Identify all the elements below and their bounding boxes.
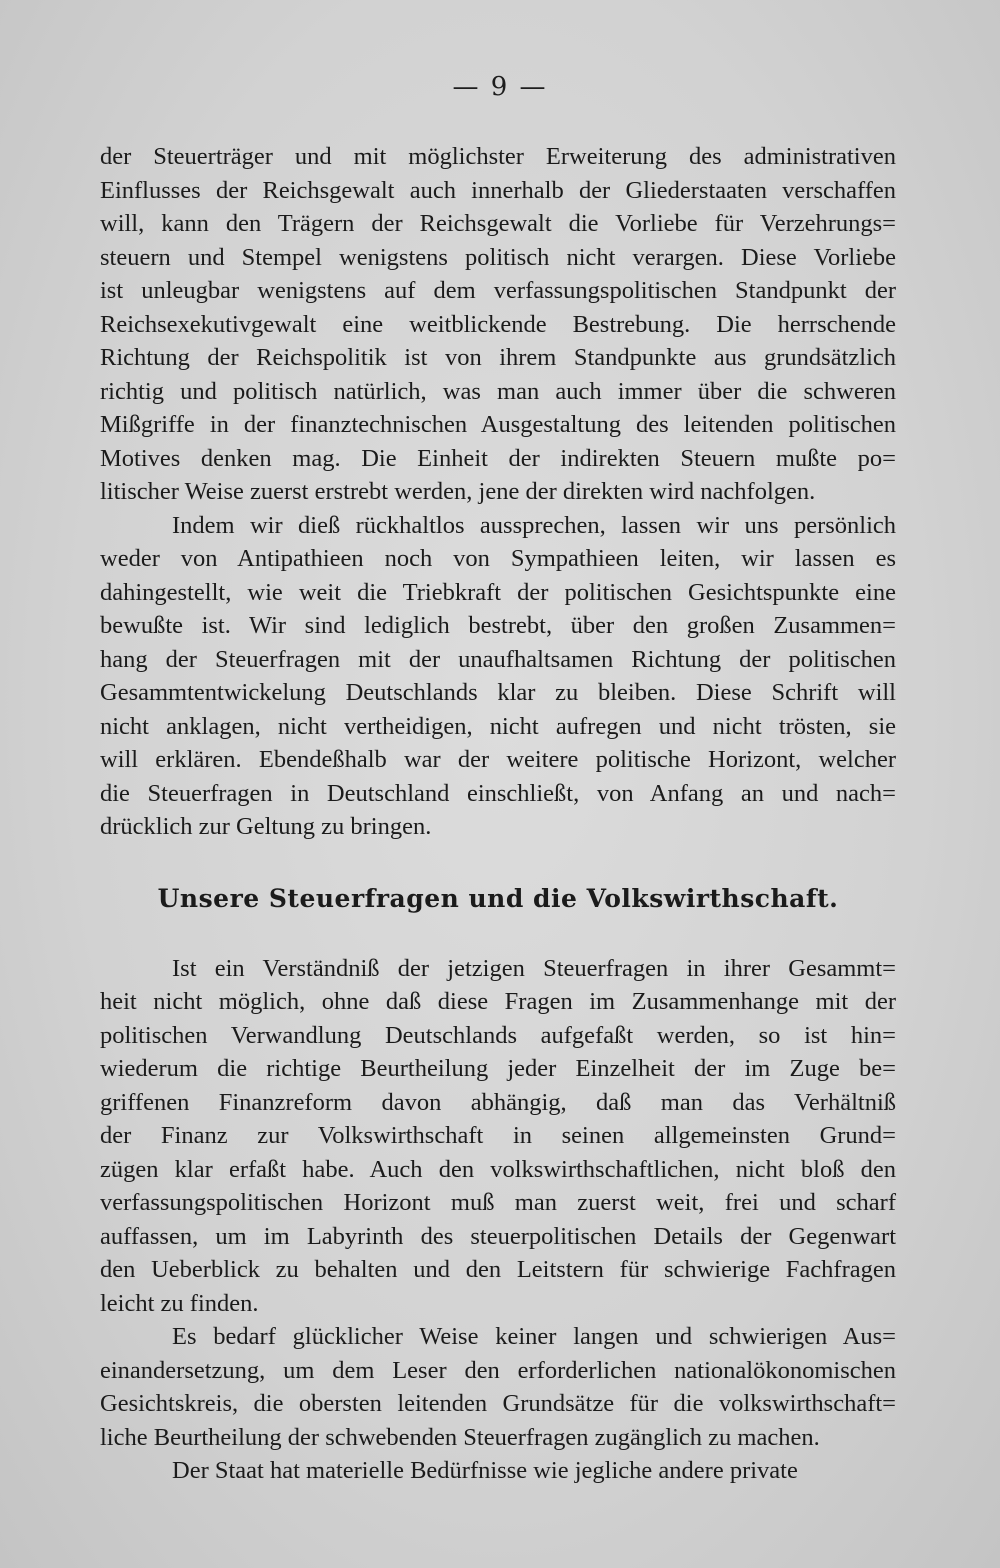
text-line: verfassungspolitischen Horizont muß man zuerst weit, frei und scharf: [100, 1189, 896, 1216]
text-line: litischer Weise zuerst erstrebt werden, jene der direkten wird nachfolgen.: [100, 478, 816, 505]
text-line: steuern und Stempel wenigstens politisch nicht verargen. Diese Vorliebe: [100, 243, 896, 271]
text-line: Motives denken mag. Die Einheit der indirekten Steuern mußte po=: [100, 444, 896, 472]
text-line: ist unleugbar wenigstens auf dem verfassungspolitischen Standpunkt der: [100, 277, 896, 304]
text-line: Gesichtskreis, die obersten leitenden Grundsätze für die volkswirthschaft=: [100, 1390, 896, 1417]
text-line: Mißgriffe in der finanztechnischen Ausgestaltung des leitenden politischen: [100, 411, 896, 438]
text-line: liche Beurtheilung der schwebenden Steuerfragen zugänglich zu machen.: [100, 1423, 820, 1451]
text-line: weder von Antipathieen noch von Sympathieen leiten, wir lassen es: [100, 545, 896, 572]
text-line: leicht zu finden.: [100, 1289, 259, 1317]
text-line: der Finanz zur Volkswirthschaft in seinen allgemeinsten Grund=: [100, 1122, 896, 1149]
text-line: Indem wir dieß rückhaltlos aussprechen, lassen wir uns persönlich: [172, 511, 896, 539]
text-line: Es bedarf glücklicher Weise keiner langen und schwierigen Aus=: [172, 1323, 896, 1350]
paragraph-5: [100, 1454, 896, 1488]
text-line: dahingestellt, wie weit die Triebkraft der politischen Gesichtspunkte eine: [100, 578, 896, 606]
paragraph-4: [100, 1320, 896, 1454]
paragraph-2: [100, 509, 896, 844]
paragraph-3: [100, 952, 896, 1321]
text-line: will, kann den Trägern der Reichsgewalt die Vorliebe für Verzehrungs=: [100, 210, 896, 237]
text-line: nicht anklagen, nicht vertheidigen, nicht aufregen und nicht trösten, sie: [100, 712, 896, 740]
text-line: den Ueberblick zu behalten und den Leitstern für schwierige Fachfragen: [100, 1256, 896, 1283]
section-heading: Unsere Steuerfragen und die Volkswirthschaft.: [157, 883, 839, 913]
text-block: [100, 140, 896, 1488]
text-line: einandersetzung, um dem Leser den erforderlichen nationalökonomischen: [100, 1356, 896, 1384]
text-line: Reichsexekutivgewalt eine weitblickende Bestrebung. Die herrschende: [100, 310, 896, 338]
text-line: die Steuerfragen in Deutschland einschließt, von Anfang an und nach=: [100, 779, 896, 807]
text-line: Richtung der Reichspolitik ist von ihrem Standpunkte aus grundsätzlich: [100, 344, 896, 371]
text-line: will erklären. Ebendeßhalb war der weitere politische Horizont, welcher: [100, 746, 896, 773]
text-line: wiederum die richtige Beurtheilung jeder Einzelheit der im Zuge be=: [100, 1055, 896, 1082]
paragraph-1: [100, 140, 896, 509]
text-line: heit nicht möglich, ohne daß diese Fragen im Zusammenhange mit der: [100, 988, 896, 1015]
text-line: zügen klar erfaßt habe. Auch den volkswirthschaftlichen, nicht bloß den: [100, 1155, 896, 1183]
text-line: drücklich zur Geltung zu bringen.: [100, 813, 432, 840]
text-line: hang der Steuerfragen mit der unaufhaltsamen Richtung der politischen: [100, 645, 896, 673]
text-line: Der Staat hat materielle Bedürfnisse wie jegliche andere private: [172, 1457, 798, 1484]
text-line: Einflusses der Reichsgewalt auch innerhalb der Gliederstaaten verschaffen: [100, 176, 896, 204]
text-line: auffassen, um im Labyrinth des steuerpolitischen Details der Gegenwart: [100, 1222, 896, 1250]
page-number: — 9 —: [452, 72, 548, 102]
text-line: bewußte ist. Wir sind lediglich bestrebt, über den großen Zusammen=: [100, 612, 896, 639]
text-line: der Steuerträger und mit möglichster Erweiterung des administrativen: [100, 143, 896, 170]
text-line: Ist ein Verständniß der jetzigen Steuerfragen in ihrer Gesammt=: [172, 954, 896, 982]
text-line: griffenen Finanzreform davon abhängig, daß man das Verhältniß: [100, 1088, 896, 1116]
text-line: Gesammtentwickelung Deutschlands klar zu bleiben. Diese Schrift will: [100, 679, 896, 706]
text-line: politischen Verwandlung Deutschlands aufgefaßt werden, so ist hin=: [100, 1021, 896, 1049]
text-line: richtig und politisch natürlich, was man auch immer über die schweren: [100, 377, 896, 405]
